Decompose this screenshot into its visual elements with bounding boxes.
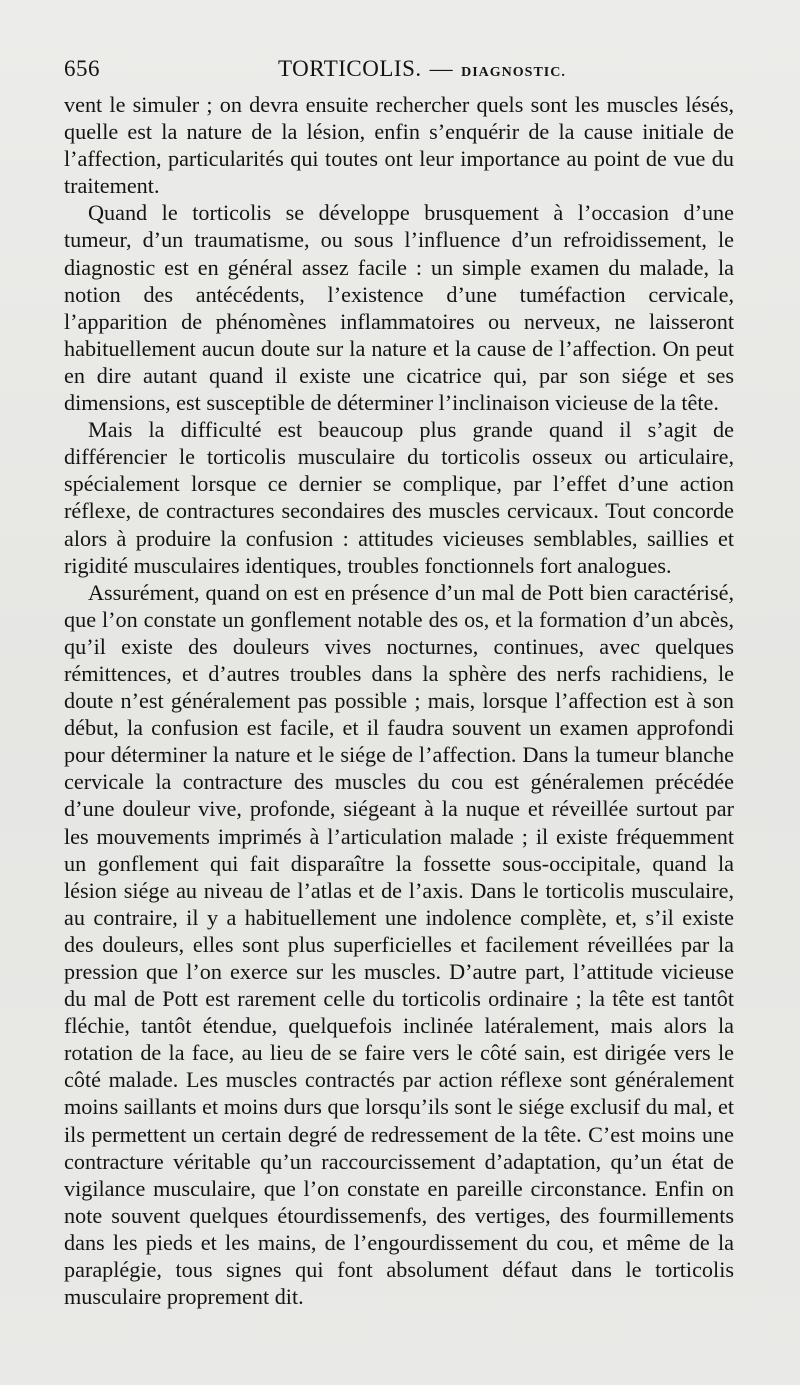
title-dash: — — [429, 56, 454, 81]
section-subtitle: DIAGNOSTIC. — [461, 65, 566, 80]
paragraph-continuation: vent le simuler ; on devra ensuite rechercher quels sont les muscles lésés, quelle est la nature de la lésion, enfin s’enquérir de la cause initiale de l’affection, particularités qui toutes ont leur importance au point de vue du traitement. — [64, 92, 734, 199]
body-text — [64, 91, 734, 1310]
paragraph: Assurément, quand on est en présence d’un mal de Pott bien caractérisé, que l’on constate un gonflement notable des os, et la formation d’un abcès, qu’il existe des douleurs vives nocturnes, continues, avec quelques rémittences, et d’autres troubles dans la sphère des nerfs rachidiens, le doute n’est généralement pas possible ; mais, lorsque l’affection est à son début, la confusion est facile, et il faudra souvent un examen approfondi pour déterminer la nature et le siége de l’affection. Dans la tumeur blanche cervicale la contracture des muscles du cou est généralemen précédée d’une douleur vive, profonde, siégeant à la nuque et réveillée surtout par les mouvements imprimés à l’articulation malade ; il existe fréquemment un gonflement qui fait disparaître la fossette sous-occipitale, quand la lésion siége au niveau de l’atlas et de l’axis. Dans le torticolis musculaire, au contraire, il y a habituellement une indolence complète, et, s’il existe des douleurs, elles sont plus superficielles et facilement réveillées par la pression que l’on exerce sur les muscles. D’autre part, l’attitude vicieuse du mal de Pott est rarement celle du torticolis ordinaire ; la tête est tantôt fléchie, tantôt étendue, quelquefois inclinée latéralement, mais alors la rotation de la face, au lieu de se faire vers le côté sain, est dirigée vers le côté malade. Les muscles contractés par action réflexe sont généralement moins saillants et moins durs que lorsqu’ils sont le siége exclusif du mal, et ils permettent un certain degré de redressement de la tête. C’est moins une contracture véritable qu’un raccourcissement d’adaptation, qu’un état de vigilance musculaire, que l’on constate en pareille circonstance. Enfin on note souvent quelques étourdissemenfs, des vertiges, des fourmillements dans les pieds et les mains, de l’engourdissement du cou, et même de la paraplégie, tous signes qui font absolument défaut dans le torticolis musculaire proprement dit. — [64, 579, 734, 1310]
chapter-title: TORTICOLIS. — [278, 56, 422, 81]
paragraph: Quand le torticolis se développe brusquement à l’occasion d’une tumeur, d’un traumatisme, ou sous l’influence d’un refroidissement, le diagnostic est en général assez facile : un simple examen du malade, la notion des antécédents, l’existence d’une tuméfaction cervicale, l’apparition de phénomènes inflammatoires ou nerveux, ne laisseront habituellement aucun doute sur la nature et la cause de l’affection. On peut en dire autant quand il existe une cicatrice qui, par son siége et ses dimensions, est susceptible de déterminer l’inclinaison vicieuse de la tête. — [64, 200, 734, 416]
page-number: 656 — [64, 56, 100, 81]
running-title — [278, 56, 566, 82]
paragraph: Mais la difficulté est beaucoup plus grande quand il s’agit de différencier le torticolis musculaire du torticolis osseux ou articulaire, spécialement lorsque ce dernier se complique, par l’effet d’une action réflexe, de contractures secondaires des muscles cervicaux. Tout concorde alors à produire la confusion : attitudes vicieuses semblables, saillies et rigidité musculaires identiques, troubles fonctionnels fort analogues. — [64, 417, 734, 578]
running-head — [64, 56, 734, 86]
